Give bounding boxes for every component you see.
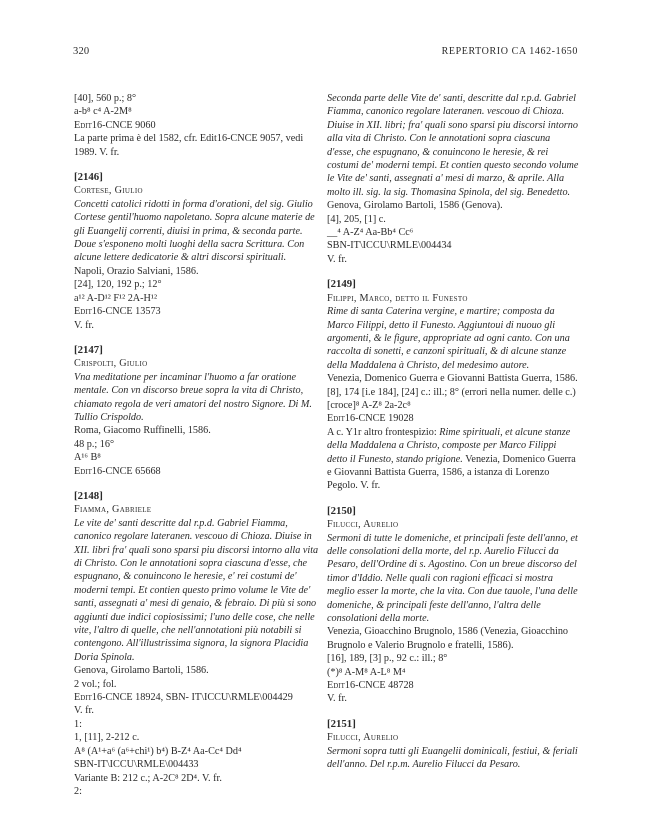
entry-author: Cortese, Giulio (74, 185, 143, 197)
entry-collation: A¹⁶ B⁸ (74, 452, 101, 464)
entry-author: Filucci, Aurelio (327, 732, 399, 744)
entry-imprint: Roma, Giacomo Ruffinelli, 1586. (74, 425, 211, 437)
entry-title: Vna meditatione per incaminar l'huomo a far oratione mentale. Con vn discorso breue sopra la vita di Christo, chiamato regola de veri amatori del nostro Signore. Di M. Tullio Crispoldo. (74, 371, 312, 423)
entry-title: Rime di santa Caterina vergine, e martire; composta da Marco Filippi, detto il Funesto. Aggiuntoui di nuouo gli argomenti, & le figure, appropriate ad ogni canto. Con una raccolta di sonetti, e canzoni spirituali, & di alcune stanze della Maddalena à Christo, del medesimo autore. (327, 306, 570, 371)
entry-copy: V. fr. (327, 253, 347, 265)
entry-copy: V. fr. (327, 693, 347, 705)
entry-collation: a¹² A-D¹² F¹² 2A-H¹² (74, 292, 158, 304)
note-line: La parte prima è del 1582, cfr. Edit16-CNCE 9057, vedi 1989. V. fr. (74, 133, 304, 158)
entry-number: [2148] (74, 489, 103, 502)
entry-imprint: Napoli, Orazio Salviani, 1586. (74, 265, 199, 277)
entry-author: Crispolti, Giulio (74, 358, 148, 370)
right-column (327, 92, 579, 772)
entry-number: [2149] (327, 278, 356, 291)
entry-note (327, 426, 579, 493)
collation-line: a-b⁸ c⁴ A-2M⁸ (74, 106, 132, 118)
entry-cnce: Edit16-CNCE 13573 (74, 306, 161, 318)
entry-number: [2151] (327, 717, 356, 730)
format-line: [40], 560 p.; 8° (74, 93, 137, 104)
entry-cnce: Edit16-CNCE 19028 (327, 413, 414, 425)
entry-title: Concetti catolici ridotti in forma d'orationi, del sig. Giulio Cortese gentil'huomo napoletano. Sopra alcune materie de gli Euangelij correnti, diuisi in prima, & seconda parte. Doue s'esponeno molti luoghi della sacra Scrittura. Con alcune lettere dedicatorie & altri discorsi spirituali. (74, 198, 315, 264)
entry-imprint: Venezia, Domenico Guerra e Giovanni Battista Guerra, 1586. (327, 373, 578, 385)
entry-collation: (*)⁸ A-M⁸ A-L⁸ M⁴ (327, 666, 406, 678)
entry-title: Sermoni sopra tutti gli Euangelii dominicali, festiui, & feriali dell'anno. Del r.p.m. Aurelio Filucci da Pesaro. (327, 745, 578, 771)
volume-label: 2: (74, 785, 82, 797)
running-title: REPERTORIO CA 1462-1650 (441, 46, 578, 57)
volume-sbn: SBN-IT\ICCU\RMLE\004433 (74, 759, 199, 771)
volume-variant: Variante B: 212 c.; A-2C⁸ 2D⁴. V. fr. (74, 772, 222, 784)
entry-imprint: Genova, Girolamo Bartoli, 1586. (74, 665, 209, 677)
entry-imprint: Genova, Girolamo Bartoli, 1586 (Genova). (327, 200, 503, 212)
entry-imprint: Venezia, Gioacchino Brugnolo, 1586 (Venezia, Gioacchino Brugnolo e Valerio Brugnolo e fratelli, 1586). (327, 626, 569, 651)
entry-format: [8], 174 [i.e 184], [24] c.: ill.; 8° (errori nella numer. delle c.) (327, 386, 576, 398)
entry-collation: __⁴ A-Z⁴ Aa-Bb⁴ Cc⁶ (327, 227, 414, 239)
volume-label: 1: (74, 718, 82, 730)
entry-copy: V. fr. (74, 319, 94, 331)
volume-format: 1, [11], 2-212 c. (74, 732, 140, 744)
entry-ids: Edit16-CNCE 18924, SBN- IT\ICCU\RMLE\004429 (74, 692, 293, 704)
cnce-line: Edit16-CNCE 9060 (74, 119, 156, 131)
entry-volumes: 2 vol.; fol. (74, 678, 117, 690)
volume-collation: A⁸ (A¹+a⁶ (a⁶+chi¹) b⁴) B-Z⁴ Aa-Cc⁴ Dd⁴ (74, 745, 242, 757)
entry-title: Le vite de' santi descritte dal r.p.d. Gabriel Fiamma, canonico regolare lateranen. vescouo di Chioza. Diuise in XII. libri fra' quali sono sparsi piu discorsi intorno alla vita di Christo. Con le annotationi sopra ciascuna d'esse, che espugnano, & conuincono le heresie, e' rei costumi de' moderni tempi. Et contien questo primo volume le Vite de' santi, assegnati a' mesi di genaio, & febraio. Di più si sono aggiunti due indici copiosissimi; l'uno delle cose, che nelle vite, l'altro di quelle, che nell'annotationi più notabili si contengono. All'illustrissima signora, la signora Placidia Doria Spinola. (74, 517, 319, 663)
entry-copy: V. fr. (74, 705, 94, 717)
entry-format: [24], 120, 192 p.; 12° (74, 279, 162, 291)
entry-author: Filucci, Aurelio (327, 519, 399, 531)
left-column (74, 92, 326, 798)
note-title: Rime spirituali, et alcune stanze della Maddalena a Christo, composte per Marco Filippi detto il Funesto, stando prigione. (327, 426, 571, 465)
note-lead: A c. Y1r altro frontespizio: (327, 426, 440, 438)
entry-number: [2150] (327, 504, 356, 517)
page-number: 320 (73, 46, 90, 57)
entry-title: Sermoni di tutte le domeniche, et principali feste dell'anno, et delle consolationi della morte, del r.p. Aurelio Filucci da Pesaro, dell'Ordine di s. Agostino. Con un breue discorso del timor d'Iddio. Nelle quali con ragioni efficaci si mostra meglio esser la morte, che la vita. Con due tauole, l'una delle domeniche, & principali feste dell'anno, l'altra delle consolationi della morte. (327, 532, 578, 625)
entry-cnce: Edit16-CNCE 65668 (74, 465, 161, 477)
entry-format: [4], 205, [1] c. (327, 213, 386, 225)
entry-collation: [croce]⁸ A-Z⁸ 2a-2c⁸ (327, 399, 411, 411)
entry-cnce: Edit16-CNCE 48728 (327, 680, 414, 692)
note-tail: Venezia, Domenico Guerra e Giovanni Battista Guerra, 1586, a istanza di Lorenzo Pegolo. V. fr. (327, 453, 576, 492)
entry-format: [16], 189, [3] p., 92 c.: ill.; 8° (327, 653, 448, 665)
entry-title: Seconda parte delle Vite de' santi, descritte dal r.p.d. Gabriel Fiamma, canonico regolare lateranen. vescouo di Chioza. Diuise in XII. libri; fra' quali sono sparsi piu discorsi intorno alla vita di Christo. Con le annotationi sopra ciascuna d'esse, che espugnano, & conuincono le heresie, & rei costumi de' moderni tempi. Et contien questo secondo volume le Vite de' santi, assegnati a' mesi di marzo, & aprile. Alla molto ill. sig. la sig. Thomasina Spinola, del sig. Benedetto. (327, 93, 579, 198)
entry-number: [2146] (74, 171, 103, 184)
entry-author: Fiamma, Gabriele (74, 504, 152, 516)
entry-format: 48 p.; 16° (74, 438, 115, 450)
entry-sbn: SBN-IT\ICCU\RMLE\004434 (327, 240, 452, 252)
entry-number: [2147] (74, 343, 103, 356)
entry-author: Filippi, Marco, detto il Funesto (327, 292, 468, 304)
